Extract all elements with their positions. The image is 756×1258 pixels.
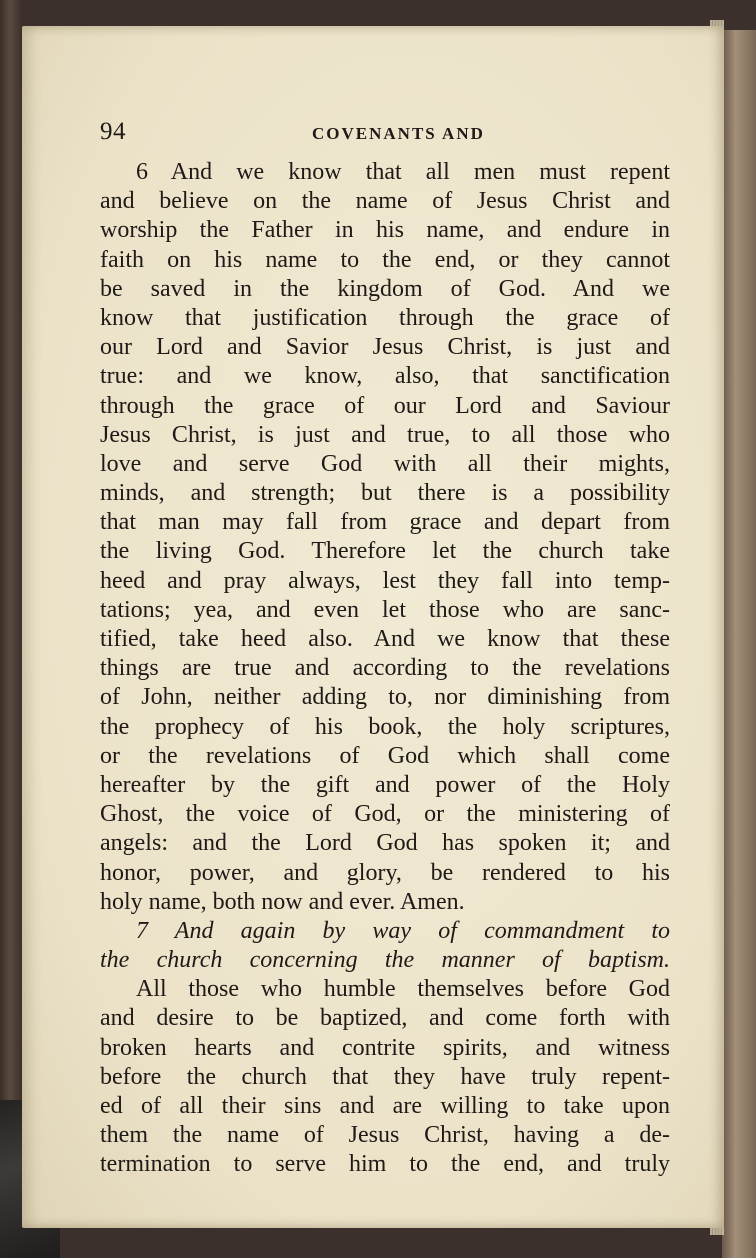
text-line: minds, and strength; but there is a possibility [100, 480, 670, 507]
running-head [100, 118, 670, 158]
text-line: tified, take heed also. And we know that these [100, 626, 670, 652]
text-line: and desire to be baptized, and come forth with [100, 1005, 670, 1032]
text-line: termination to serve him to the end, and truly [100, 1151, 670, 1178]
text-line: tations; yea, and even let those who are sanc- [100, 596, 670, 623]
section-heading-line: the church concerning the manner of baptism. [100, 947, 670, 974]
running-head-title: COVENANTS AND [312, 124, 485, 143]
text-line: of John, neither adding to, nor diminishing from [100, 684, 670, 711]
page-text [100, 118, 670, 1180]
text-line: angels: and the Lord God has spoken it; and [100, 830, 670, 857]
text-line: hereafter by the gift and power of the Holy [100, 771, 670, 798]
text-line: things are true and according to the revelations [100, 655, 670, 682]
text-line: honor, power, and glory, be rendered to his [100, 859, 670, 886]
text-line: them the name of Jesus Christ, having a de- [100, 1122, 670, 1149]
text-line: Jesus Christ, is just and true, to all those who [100, 421, 670, 448]
text-line: before the church that they have truly repent- [100, 1063, 670, 1090]
verse-6 [100, 158, 670, 917]
text-line: 6 And we know that all men must repent [136, 159, 670, 185]
text-line: be saved in the kingdom of God. And we [100, 275, 670, 302]
text-line: know that justification through the grace of [100, 304, 670, 331]
text-line: through the grace of our Lord and Saviour [100, 392, 670, 419]
verse-7 [100, 917, 670, 1180]
text-line: faith on his name to the end, or they cannot [100, 246, 670, 273]
text-line: love and serve God with all their mights, [100, 450, 670, 477]
text-line: that man may fall from grace and depart from [100, 509, 670, 536]
text-line: Ghost, the voice of God, or the ministering of [100, 801, 670, 828]
text-line: holy name, both now and ever. Amen. [100, 888, 465, 915]
page-number: 94 [100, 118, 126, 145]
text-line: or the revelations of God which shall come [100, 742, 670, 769]
facing-page-edge [722, 30, 756, 1258]
text-line: and believe on the name of Jesus Christ and [100, 188, 670, 215]
text-line: our Lord and Savior Jesus Christ, is just and [100, 334, 670, 361]
text-line: true: and we know, also, that sanctification [100, 363, 670, 390]
text-line: the prophecy of his book, the holy scriptures, [100, 713, 670, 740]
text-line: broken hearts and contrite spirits, and witness [100, 1034, 670, 1061]
text-line: the living God. Therefore let the church take [100, 538, 670, 565]
text-line: All those who humble themselves before God [136, 976, 670, 1003]
text-line: heed and pray always, lest they fall into temp- [100, 567, 670, 594]
text-line: worship the Father in his name, and endure in [100, 217, 670, 244]
section-heading-line: 7 And again by way of commandment to [136, 917, 670, 944]
text-line: ed of all their sins and are willing to take upon [100, 1093, 670, 1119]
